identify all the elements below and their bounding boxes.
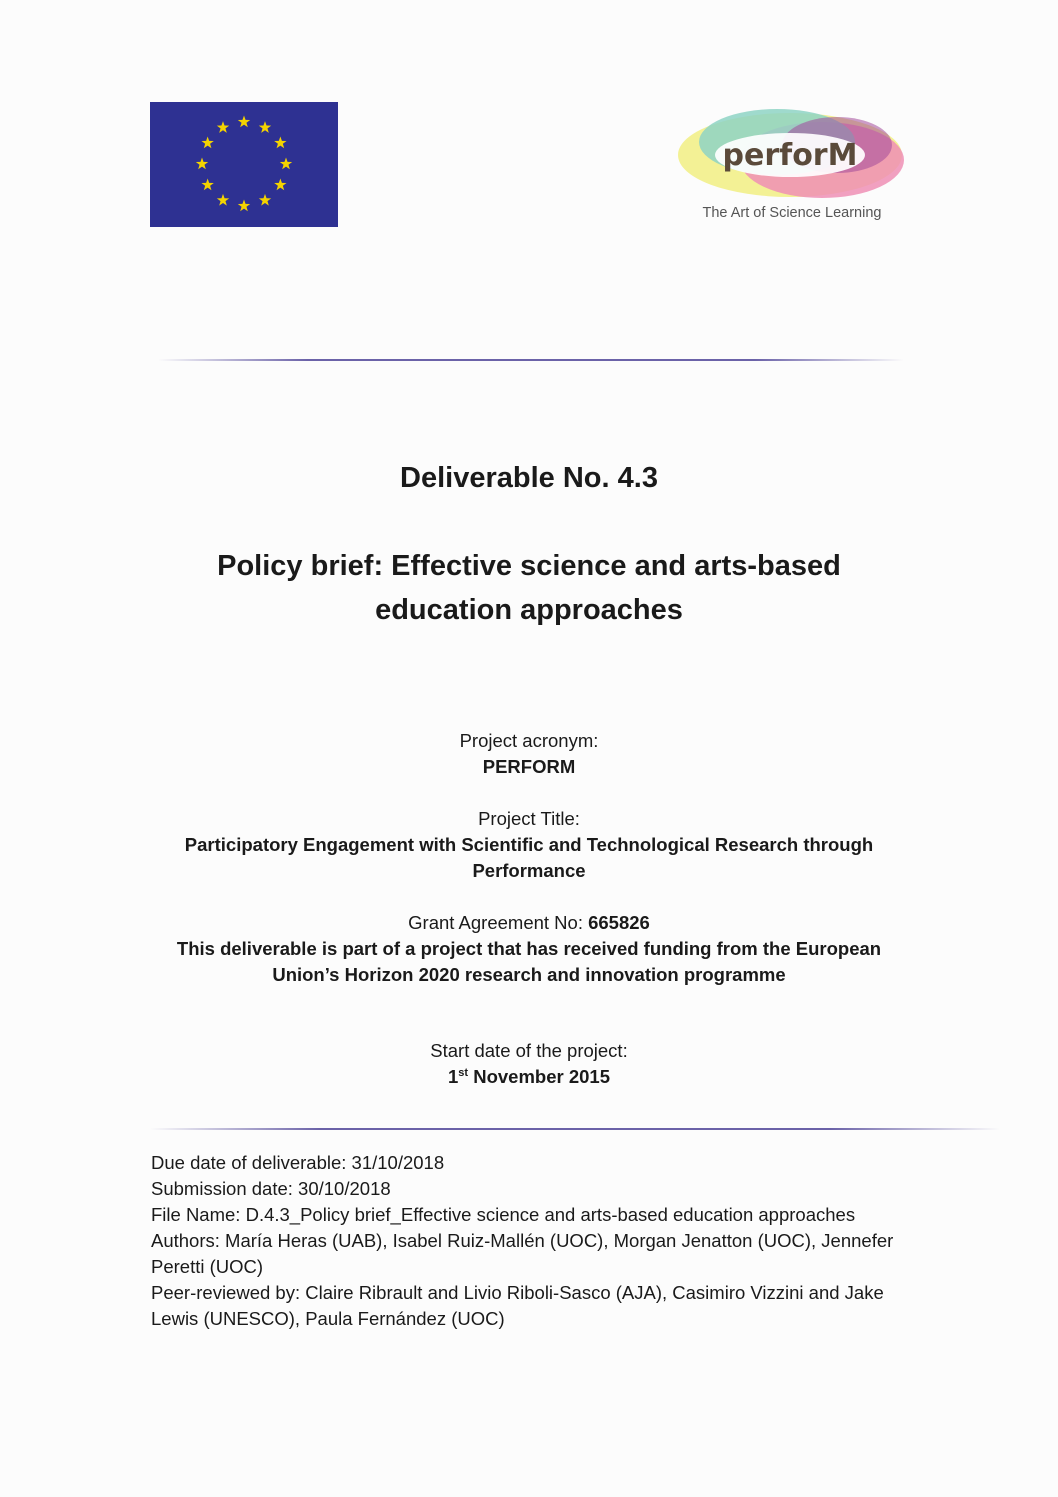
funding-line-1: This deliverable is part of a project that has received funding from the European: [176, 938, 882, 959]
eu-star-icon: [238, 116, 250, 128]
project-title-line-1: Participatory Engagement with Scientific and Technological Research through: [184, 834, 874, 855]
start-day-suffix: st: [458, 1066, 469, 1079]
authors-line-2: Peretti (UOC): [151, 1256, 264, 1277]
deliverable-details: [151, 1150, 921, 1332]
logo-wordmark: perforM: [722, 138, 858, 173]
policy-title-line-1: Policy brief: Effective science and arts-based: [217, 550, 841, 582]
eu-star-icon: [196, 158, 208, 170]
peer-reviewers-line-1: Peer-reviewed by: Claire Ribrault and Livio Riboli-Sasco (AJA), Casimiro Vizzini and Jake: [151, 1282, 884, 1303]
authors-line-1: Authors: María Heras (UAB), Isabel Ruiz-Mallén (UOC), Morgan Jenatton (UOC), Jennefer: [151, 1230, 894, 1251]
project-acronym-label: Project acronym:: [459, 730, 599, 751]
eu-star-icon: [274, 179, 286, 191]
perform-logo-graphic: [672, 100, 912, 205]
funding-line-2: Union’s Horizon 2020 research and innovation programme: [272, 964, 786, 985]
eu-star-icon: [217, 194, 229, 206]
project-title-block: [140, 806, 918, 884]
perform-logo: [672, 100, 912, 230]
eu-star-icon: [259, 121, 271, 133]
top-divider: [158, 359, 904, 361]
submission-date: Submission date: 30/10/2018: [151, 1178, 391, 1199]
due-date: Due date of deliverable: 31/10/2018: [151, 1152, 445, 1173]
deliverable-number: Deliverable No. 4.3: [400, 462, 658, 494]
project-acronym-block: [140, 728, 918, 780]
eu-stars-icon: [150, 102, 338, 227]
eu-star-icon: [280, 158, 292, 170]
project-acronym-value: PERFORM: [482, 756, 576, 777]
logo-tagline: The Art of Science Learning: [702, 205, 882, 221]
eu-star-icon: [201, 179, 213, 191]
policy-title-line-2: education approaches: [375, 594, 683, 626]
project-title-line-2: Performance: [472, 860, 586, 881]
start-date-label: Start date of the project:: [430, 1040, 628, 1061]
start-date-block: [140, 1038, 918, 1090]
start-date-value: [140, 1064, 918, 1090]
start-day: 1: [448, 1066, 459, 1087]
peer-reviewers-line-2: Lewis (UNESCO), Paula Fernández (UOC): [151, 1308, 505, 1329]
project-title-label: Project Title:: [478, 808, 580, 829]
eu-star-icon: [217, 121, 229, 133]
eu-star-icon: [238, 200, 250, 212]
eu-star-icon: [259, 194, 271, 206]
policy-title: [140, 544, 918, 632]
grant-label: Grant Agreement No:: [408, 912, 589, 933]
file-name: File Name: D.4.3_Policy brief_Effective science and arts-based education approaches: [151, 1204, 856, 1225]
grant-agreement: [140, 910, 918, 936]
grant-number: 665826: [588, 912, 650, 933]
start-month-year: November 2015: [468, 1066, 610, 1087]
eu-star-icon: [201, 137, 213, 149]
bottom-divider: [150, 1128, 1000, 1130]
grant-block: [140, 910, 918, 988]
eu-flag-logo: [150, 102, 338, 227]
eu-star-icon: [274, 137, 286, 149]
